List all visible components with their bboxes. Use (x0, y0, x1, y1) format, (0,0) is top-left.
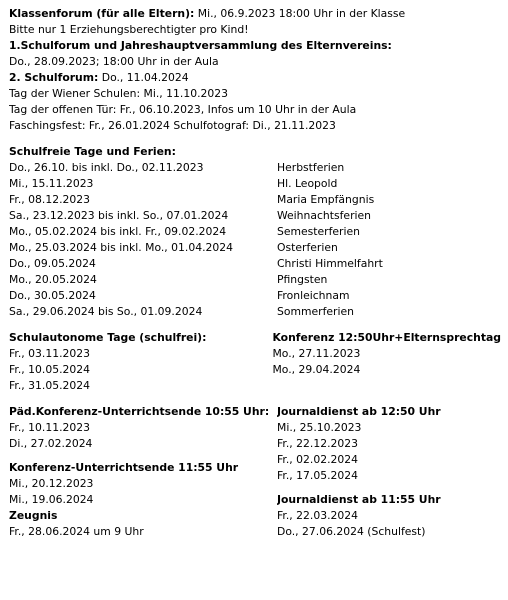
class-forum-line (9, 6, 501, 22)
holiday-name: Christi Himmelfahrt (277, 257, 383, 270)
holiday-date: Do., 26.10. bis inkl. Do., 02.11.2023 (9, 161, 204, 174)
holiday-row (9, 240, 501, 256)
conference-1155-date: Mi., 20.12.2023 (9, 477, 94, 490)
holiday-row (9, 176, 501, 192)
journal-1250-date: Fr., 17.05.2024 (277, 469, 358, 482)
school-calendar (9, 6, 501, 540)
holiday-date: Mo., 05.02.2024 bis inkl. Fr., 09.02.2024 (9, 225, 227, 238)
holiday-row (9, 288, 501, 304)
first-school-forum-title: 1.Schulforum und Jahreshauptversammlung des Elternvereins: (9, 39, 392, 52)
conference-1155-date: Mi., 19.06.2024 (9, 493, 94, 506)
second-school-forum-line (9, 70, 501, 86)
holiday-name: Herbstferien (277, 161, 345, 174)
holiday-name: Osterferien (277, 241, 338, 254)
right-column (277, 404, 501, 540)
autonomous-days-title: Schulautonome Tage (schulfrei): (9, 331, 207, 344)
holiday-date: Do., 09.05.2024 (9, 257, 96, 270)
first-school-forum-date: Do., 28.09.2023; 18:00 Uhr in der Aula (9, 55, 219, 68)
journal-1250-date: Fr., 02.02.2024 (277, 453, 358, 466)
conference-1155-title: Konferenz-Unterrichtsende 11:55 Uhr (9, 461, 239, 474)
conference-parent-day-title: Konferenz 12:50Uhr+Elternsprechtag (272, 331, 501, 344)
autonomous-days (9, 330, 272, 394)
holiday-row (9, 192, 501, 208)
second-school-forum-label: 2. Schulforum: (9, 71, 99, 84)
holiday-name: Sommerferien (277, 305, 354, 318)
carnival-photographer: Faschingsfest: Fr., 26.01.2024 Schulfotograf: Di., 21.11.2023 (9, 119, 336, 132)
vienna-schools-day: Tag der Wiener Schulen: Mi., 11.10.2023 (9, 87, 228, 100)
holiday-name: Pfingsten (277, 273, 328, 286)
guardian-note: Bitte nur 1 Erziehungsberechtigter pro Kind! (9, 23, 249, 36)
report-card-date: Fr., 28.06.2024 um 9 Uhr (9, 525, 144, 538)
holiday-name: Semesterferien (277, 225, 360, 238)
holiday-date: Do., 30.05.2024 (9, 289, 96, 302)
left-column (9, 404, 277, 540)
report-card-title: Zeugnis (9, 509, 58, 522)
journal-1155-title: Journaldienst ab 11:55 Uhr (277, 493, 441, 506)
autonomous-date: Fr., 31.05.2024 (9, 379, 90, 392)
holiday-date: Sa., 29.06.2024 bis So., 01.09.2024 (9, 305, 203, 318)
holiday-name: Fronleichnam (277, 289, 350, 302)
holiday-name: Hl. Leopold (277, 177, 338, 190)
holidays-title: Schulfreie Tage und Ferien: (9, 145, 176, 158)
journal-1250-title: Journaldienst ab 12:50 Uhr (277, 405, 441, 418)
journal-1250-date: Mi., 25.10.2023 (277, 421, 362, 434)
open-day: Tag der offenen Tür: Fr., 06.10.2023, Infos um 10 Uhr in der Aula (9, 103, 357, 116)
paed-conference-title: Päd.Konferenz-Unterrichtsende 10:55 Uhr: (9, 405, 270, 418)
paed-conference-date: Di., 27.02.2024 (9, 437, 93, 450)
autonomous-and-conference-section (9, 330, 501, 394)
holiday-row (9, 224, 501, 240)
conference-parent-day-date: Mo., 27.11.2023 (272, 347, 361, 360)
holiday-row (9, 272, 501, 288)
holiday-row (9, 304, 501, 320)
holiday-name: Maria Empfängnis (277, 193, 375, 206)
holiday-row (9, 160, 501, 176)
autonomous-date: Fr., 10.05.2024 (9, 363, 90, 376)
holidays-list (9, 160, 501, 320)
holiday-row (9, 256, 501, 272)
holiday-name: Weihnachtsferien (277, 209, 371, 222)
holiday-date: Mi., 15.11.2023 (9, 177, 94, 190)
class-forum-label: Klassenforum (für alle Eltern): (9, 7, 195, 20)
conference-journal-section (9, 404, 501, 540)
journal-1250-date: Fr., 22.12.2023 (277, 437, 358, 450)
class-forum-value: Mi., 06.9.2023 18:00 Uhr in der Klasse (194, 7, 406, 20)
conference-parent-day (272, 330, 501, 394)
holiday-date: Mo., 20.05.2024 (9, 273, 97, 286)
holiday-date: Fr., 08.12.2023 (9, 193, 90, 206)
holiday-date: Sa., 23.12.2023 bis inkl. So., 07.01.2024 (9, 209, 229, 222)
paed-conference-date: Fr., 10.11.2023 (9, 421, 90, 434)
journal-1155-date: Fr., 22.03.2024 (277, 509, 358, 522)
holiday-date: Mo., 25.03.2024 bis inkl. Mo., 01.04.2024 (9, 241, 233, 254)
journal-1155-date: Do., 27.06.2024 (Schulfest) (277, 525, 426, 538)
second-school-forum-value: Do., 11.04.2024 (98, 71, 189, 84)
holiday-row (9, 208, 501, 224)
autonomous-date: Fr., 03.11.2023 (9, 347, 90, 360)
conference-parent-day-date: Mo., 29.04.2024 (272, 363, 361, 376)
